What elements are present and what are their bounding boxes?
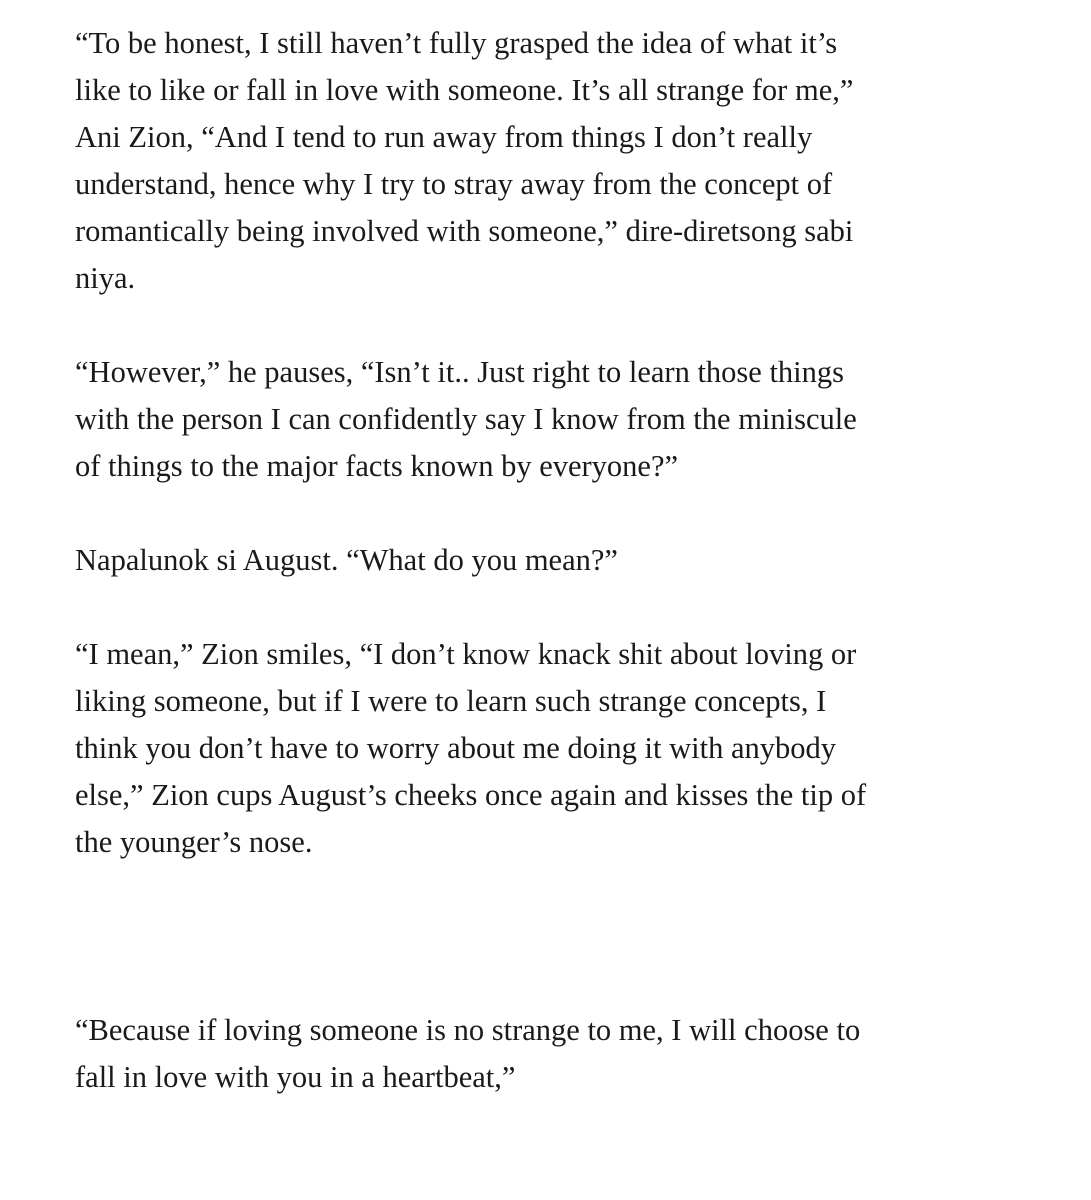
paragraph-5: “Because if loving someone is no strange to me, I will choose to fall in love with you in a heartbeat,” (75, 1013, 861, 1094)
paragraph-2: “However,” he pauses, “Isn’t it.. Just right to learn those things with the person I can confidently say I know from the miniscule of things to the major facts known by everyone?” (75, 355, 857, 483)
paragraph-4: “I mean,” Zion smiles, “I don’t know knack shit about loving or liking someone, but if I were to learn such strange concepts, I think you don’t have to worry about me doing it with anybody else,” Zion cups August’s cheeks once again and kisses the tip of the younger’s nose. (75, 637, 867, 859)
paragraph-3: Napalunok si August. “What do you mean?” (75, 543, 618, 577)
paragraph-1: “To be honest, I still haven’t fully grasped the idea of what it’s like to like or fall in love with someone. It’s all strange for me,” Ani Zion, “And I tend to run away from things I don’t really understand, hence why I try to stray away from the concept of romantically being involved with someone,” dire-diretsong sabi niya. (75, 26, 854, 295)
document-body (75, 20, 1075, 1148)
